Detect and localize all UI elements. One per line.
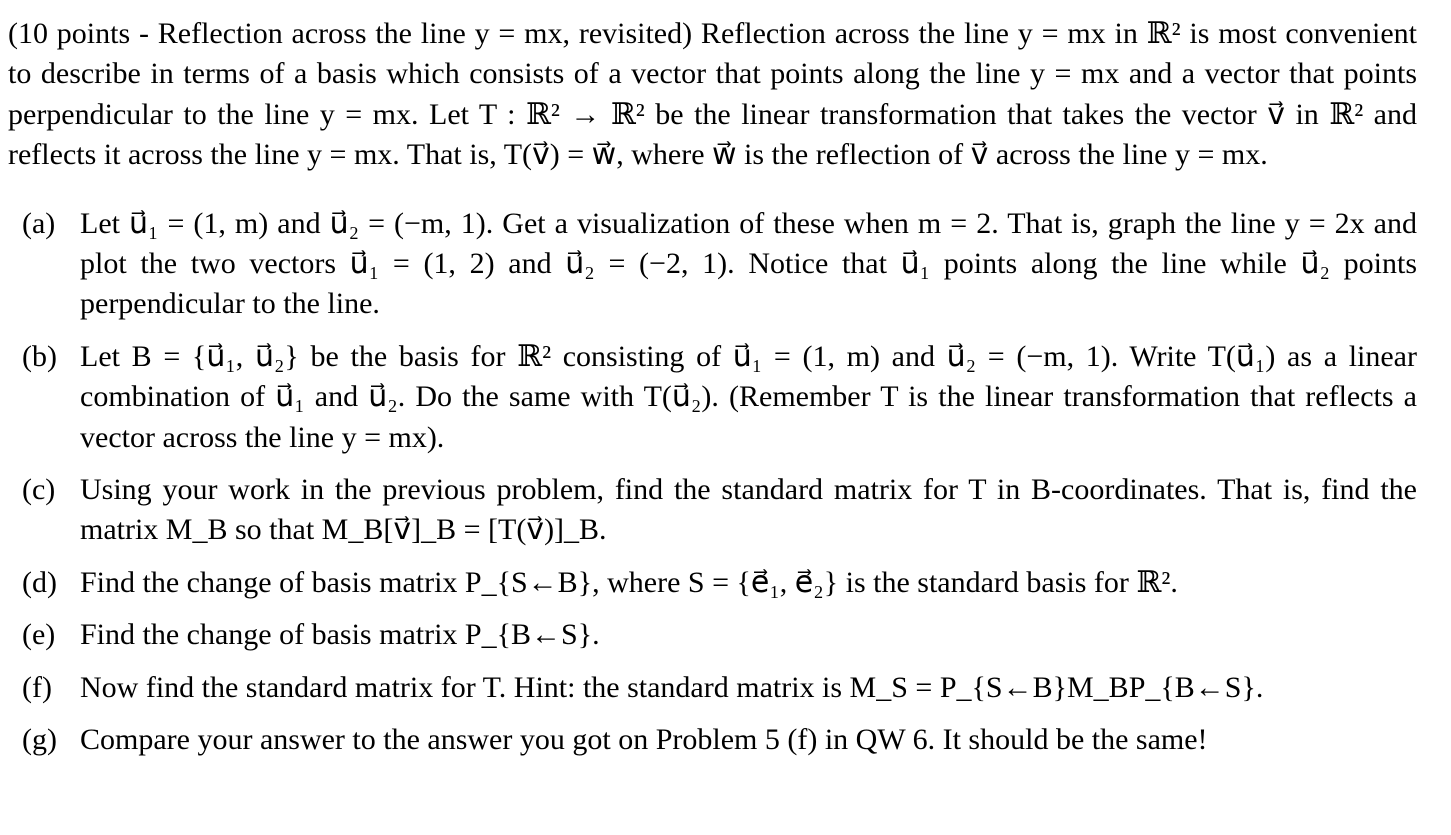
part-label: (c) <box>22 473 56 507</box>
part-text: Let B = {u⃗₁, u⃗₂} be the basis for ℝ² consisting of u⃗₁ = (1, m) and u⃗₂ = (−m, 1). Write T(u⃗₁) as a linear combination of u⃗₁ and u⃗₂. Do the same with T(u⃗₂). (Remember T is the linear transformation that reflects a vector across the line y = mx). <box>80 339 1417 454</box>
part-text: Find the change of basis matrix P_{S←B}, where S = {e⃗₁, e⃗₂} is the standard basis for ℝ². <box>80 565 1178 599</box>
part-f <box>8 668 1417 708</box>
part-label: (f) <box>22 670 52 704</box>
part-text: Compare your answer to the answer you got on Problem 5 (f) in QW 6. It should be the same! <box>80 723 1208 757</box>
part-text: Let u⃗₁ = (1, m) and u⃗₂ = (−m, 1). Get a visualization of these when m = 2. That is, graph the line y = 2x and plot the two vectors u⃗₁ = (1, 2) and u⃗₂ = (−2, 1). Notice that u⃗₁ points along the line while u⃗₂ points perpendicular to the line. <box>80 206 1417 321</box>
problem-parts-list <box>8 204 1417 761</box>
part-d <box>8 563 1417 603</box>
part-g <box>8 720 1417 760</box>
part-e <box>8 615 1417 655</box>
part-text: Now find the standard matrix for T. Hint: the standard matrix is M_S = P_{S←B}M_BP_{B←S}. <box>80 670 1264 704</box>
part-label: (a) <box>22 206 56 240</box>
part-label: (g) <box>22 723 57 757</box>
part-text: Using your work in the previous problem, find the standard matrix for T in B-coordinates. That is, find the matrix M_B so that M_B[v⃗]_B = [T(v⃗)]_B. <box>80 473 1417 547</box>
part-c <box>8 470 1417 551</box>
part-b <box>8 337 1417 458</box>
part-label: (b) <box>22 339 57 373</box>
part-label: (d) <box>22 565 57 599</box>
problem-intro: (10 points - Reflection across the line y = mx, revisited) Reflection across the line y = mx in ℝ² is most convenient to describe in terms of a basis which consists of a vector that points along the line y = mx and a vector that points perpendicular to the line y = mx. Let T : ℝ² → ℝ² be the linear transformation that takes the vector v⃗ in ℝ² and reflects it across the line y = mx. That is, T(v⃗) = w⃗, where w⃗ is the reflection of v⃗ across the line y = mx. <box>8 17 1417 172</box>
part-a <box>8 204 1417 325</box>
part-label: (e) <box>22 618 56 652</box>
part-text: Find the change of basis matrix P_{B←S}. <box>80 618 600 652</box>
